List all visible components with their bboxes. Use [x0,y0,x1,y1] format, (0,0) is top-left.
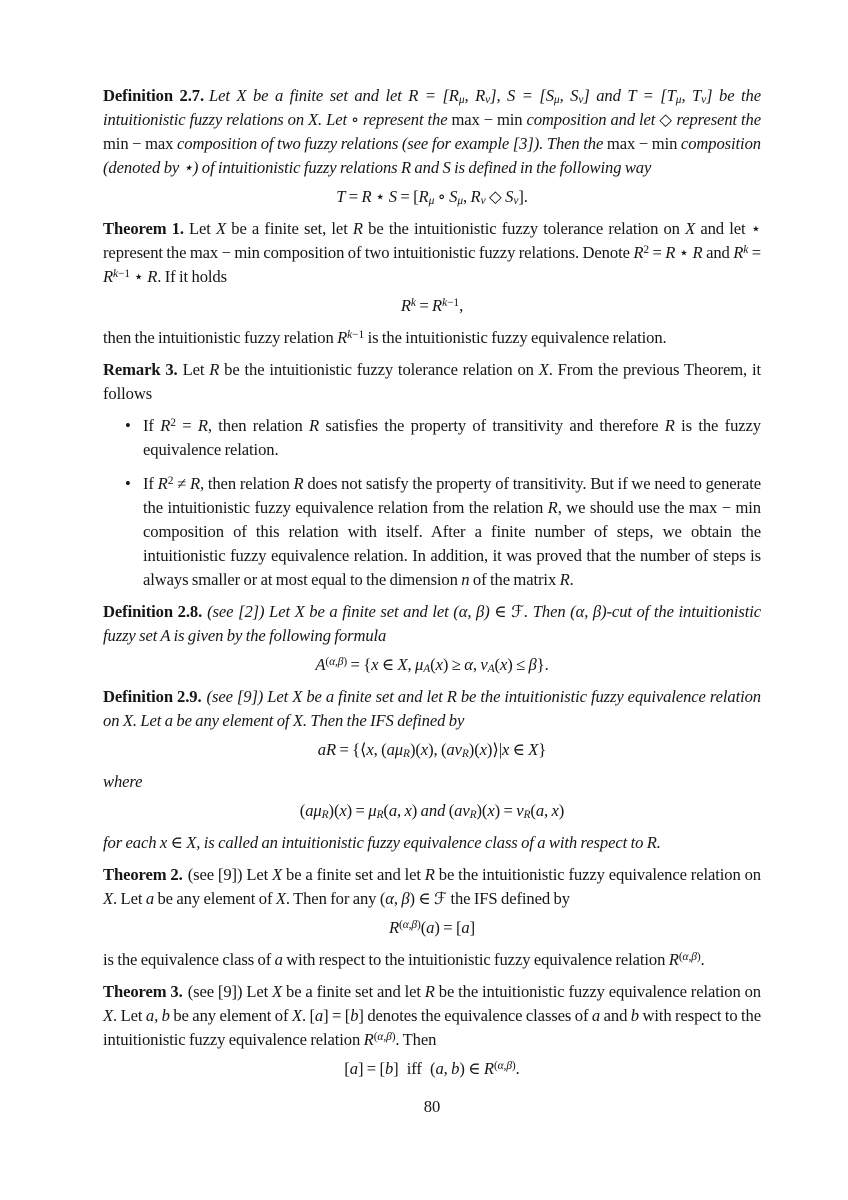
for-each-text: for each x ∈ X, is called an intuitionistic fuzzy equivalence class of a with respect to R. [103,833,661,852]
list-item [103,414,761,462]
block-label: Remark 3. [103,360,178,379]
block-label: Theorem 2. [103,865,183,884]
list-item-text: If $R^2 \ne R$, then relation R does not satisfy the property of transitivity. But if we need to generate the intuitionistic fuzzy equivalence relation from the relation R, we should use the max − min composition of this relation with itself. After a finite number of steps, we obtain the intuitionistic fuzzy equivalence relation. In addition, it was proved that the number of steps is always smaller or at most equal to the dimension n of the matrix R. [143,474,761,589]
definition-2-8: Definition 2.8. (see [2]) Let X be a finite set and let (α, β) ∈ ℱ. Then (α, β)-cut of the intuitionistic fuzzy set A is given by the following formula [103,602,761,645]
eq-iff-relation: [a] = [b] iff (a, b) ∈ $R^{(\alpha,\beta)}$. [344,1059,520,1078]
theorem-2-conclusion: is the equivalence class of a with respect to the intuitionistic fuzzy equivalence relation $R^{(\alpha,\beta)}$. [103,950,705,969]
theorem-1: Theorem 1. Let X be a finite set, let R be the intuitionistic fuzzy tolerance relation on X and let ⋆ represent the max − min composition of two intuitionistic fuzzy relations. Denote $R^2 = R$ ⋆ R and $R^k = R^{k-1}$ ⋆ R. If it holds [103,219,761,286]
theorem-1-conclusion: then the intuitionistic fuzzy relation $R^{k-1}$ is the intuitionistic fuzzy equivalence relation. [103,328,667,347]
block-label: Theorem 3. [103,982,183,1001]
block-label: Definition 2.9. [103,687,202,706]
eq-equivalence-class-ifs: aR = {⟨x, $(a\mu_R)(x)$, $(a\nu_R)(x)⟩|x$ ∈ X} [317,740,547,761]
list-item-text: If $R^2 = R$, then relation R satisfies the property of transitivity and therefore R is the fuzzy equivalence relation. [143,416,761,459]
definition-2-7: Definition 2.7. Let X be a finite set and let $R = [R_\mu$, $R_\nu$], $S = [S_\mu$, $S_\nu$] and $T = [T_\mu$, $T_\nu$] be the intuitionistic fuzzy relations on X. Let ∘ represent the max − min composition and let ◇ represent the min − max composition of two fuzzy relations (see for example [3]). Then the max − min composition (denoted by ⋆) of intuitionistic fuzzy relations R and S is defined in the following way [103,86,761,177]
remark-3-list [103,414,761,592]
page-content [103,84,761,1081]
remark-3: Remark 3. Let R be the intuitionistic fuzzy tolerance relation on X. From the previous Theorem, it follows [103,360,761,403]
where-text: where [103,772,143,791]
block-label: Definition 2.7. [103,86,204,105]
eq-membership-functions: $(a\mu_R)(x) = \mu_R(a$, x) and $(a\nu_R)(x) = \nu_R(a$, x) [299,801,565,822]
theorem-2: Theorem 2. (see [9]) Let X be a finite set and let R be the intuitionistic fuzzy equivalence relation on X. Let a be any element of X. Then for any (α, β) ∈ ℱ the IFS defined by [103,865,761,908]
eq-cut-equivalence-class: $R^{(\alpha,\beta)}(a) = [a]$ [388,918,476,937]
bullet-icon: • [125,474,131,493]
eq-alpha-beta-cut: $A^{(\alpha,\beta)} = \{x$ ∈ X, $\mu_A(x) \ge \alpha$, $\nu_A(x) \le \beta$}. [315,655,549,676]
eq-star-composition: T = R ⋆ $S = [R_\mu$ ∘ $S_\mu$, $R_\nu$ ◇ $S_\nu$]. [336,187,528,208]
page-number: 80 [423,1097,441,1116]
eq-rk-fixed-point: $R^k = R^{k-1}$, [400,296,464,315]
block-label: Definition 2.8. [103,602,203,621]
bullet-icon: • [125,416,131,435]
list-item [103,472,761,592]
theorem-3: Theorem 3. (see [9]) Let X be a finite set and let R be the intuitionistic fuzzy equivalence relation on X. Let a, b be any element of X. [a] = [b] denotes the equivalence classes of a and b with respect to the intuitionistic fuzzy equivalence relation $R^{(\alpha,\beta)}$. Then [103,982,762,1049]
block-label: Theorem 1. [103,219,184,238]
definition-2-9: Definition 2.9. (see [9]) Let X be a finite set and let R be the intuitionistic fuzzy equivalence relation on X. Let a be any element of X. Then the IFS defined by [103,687,761,730]
